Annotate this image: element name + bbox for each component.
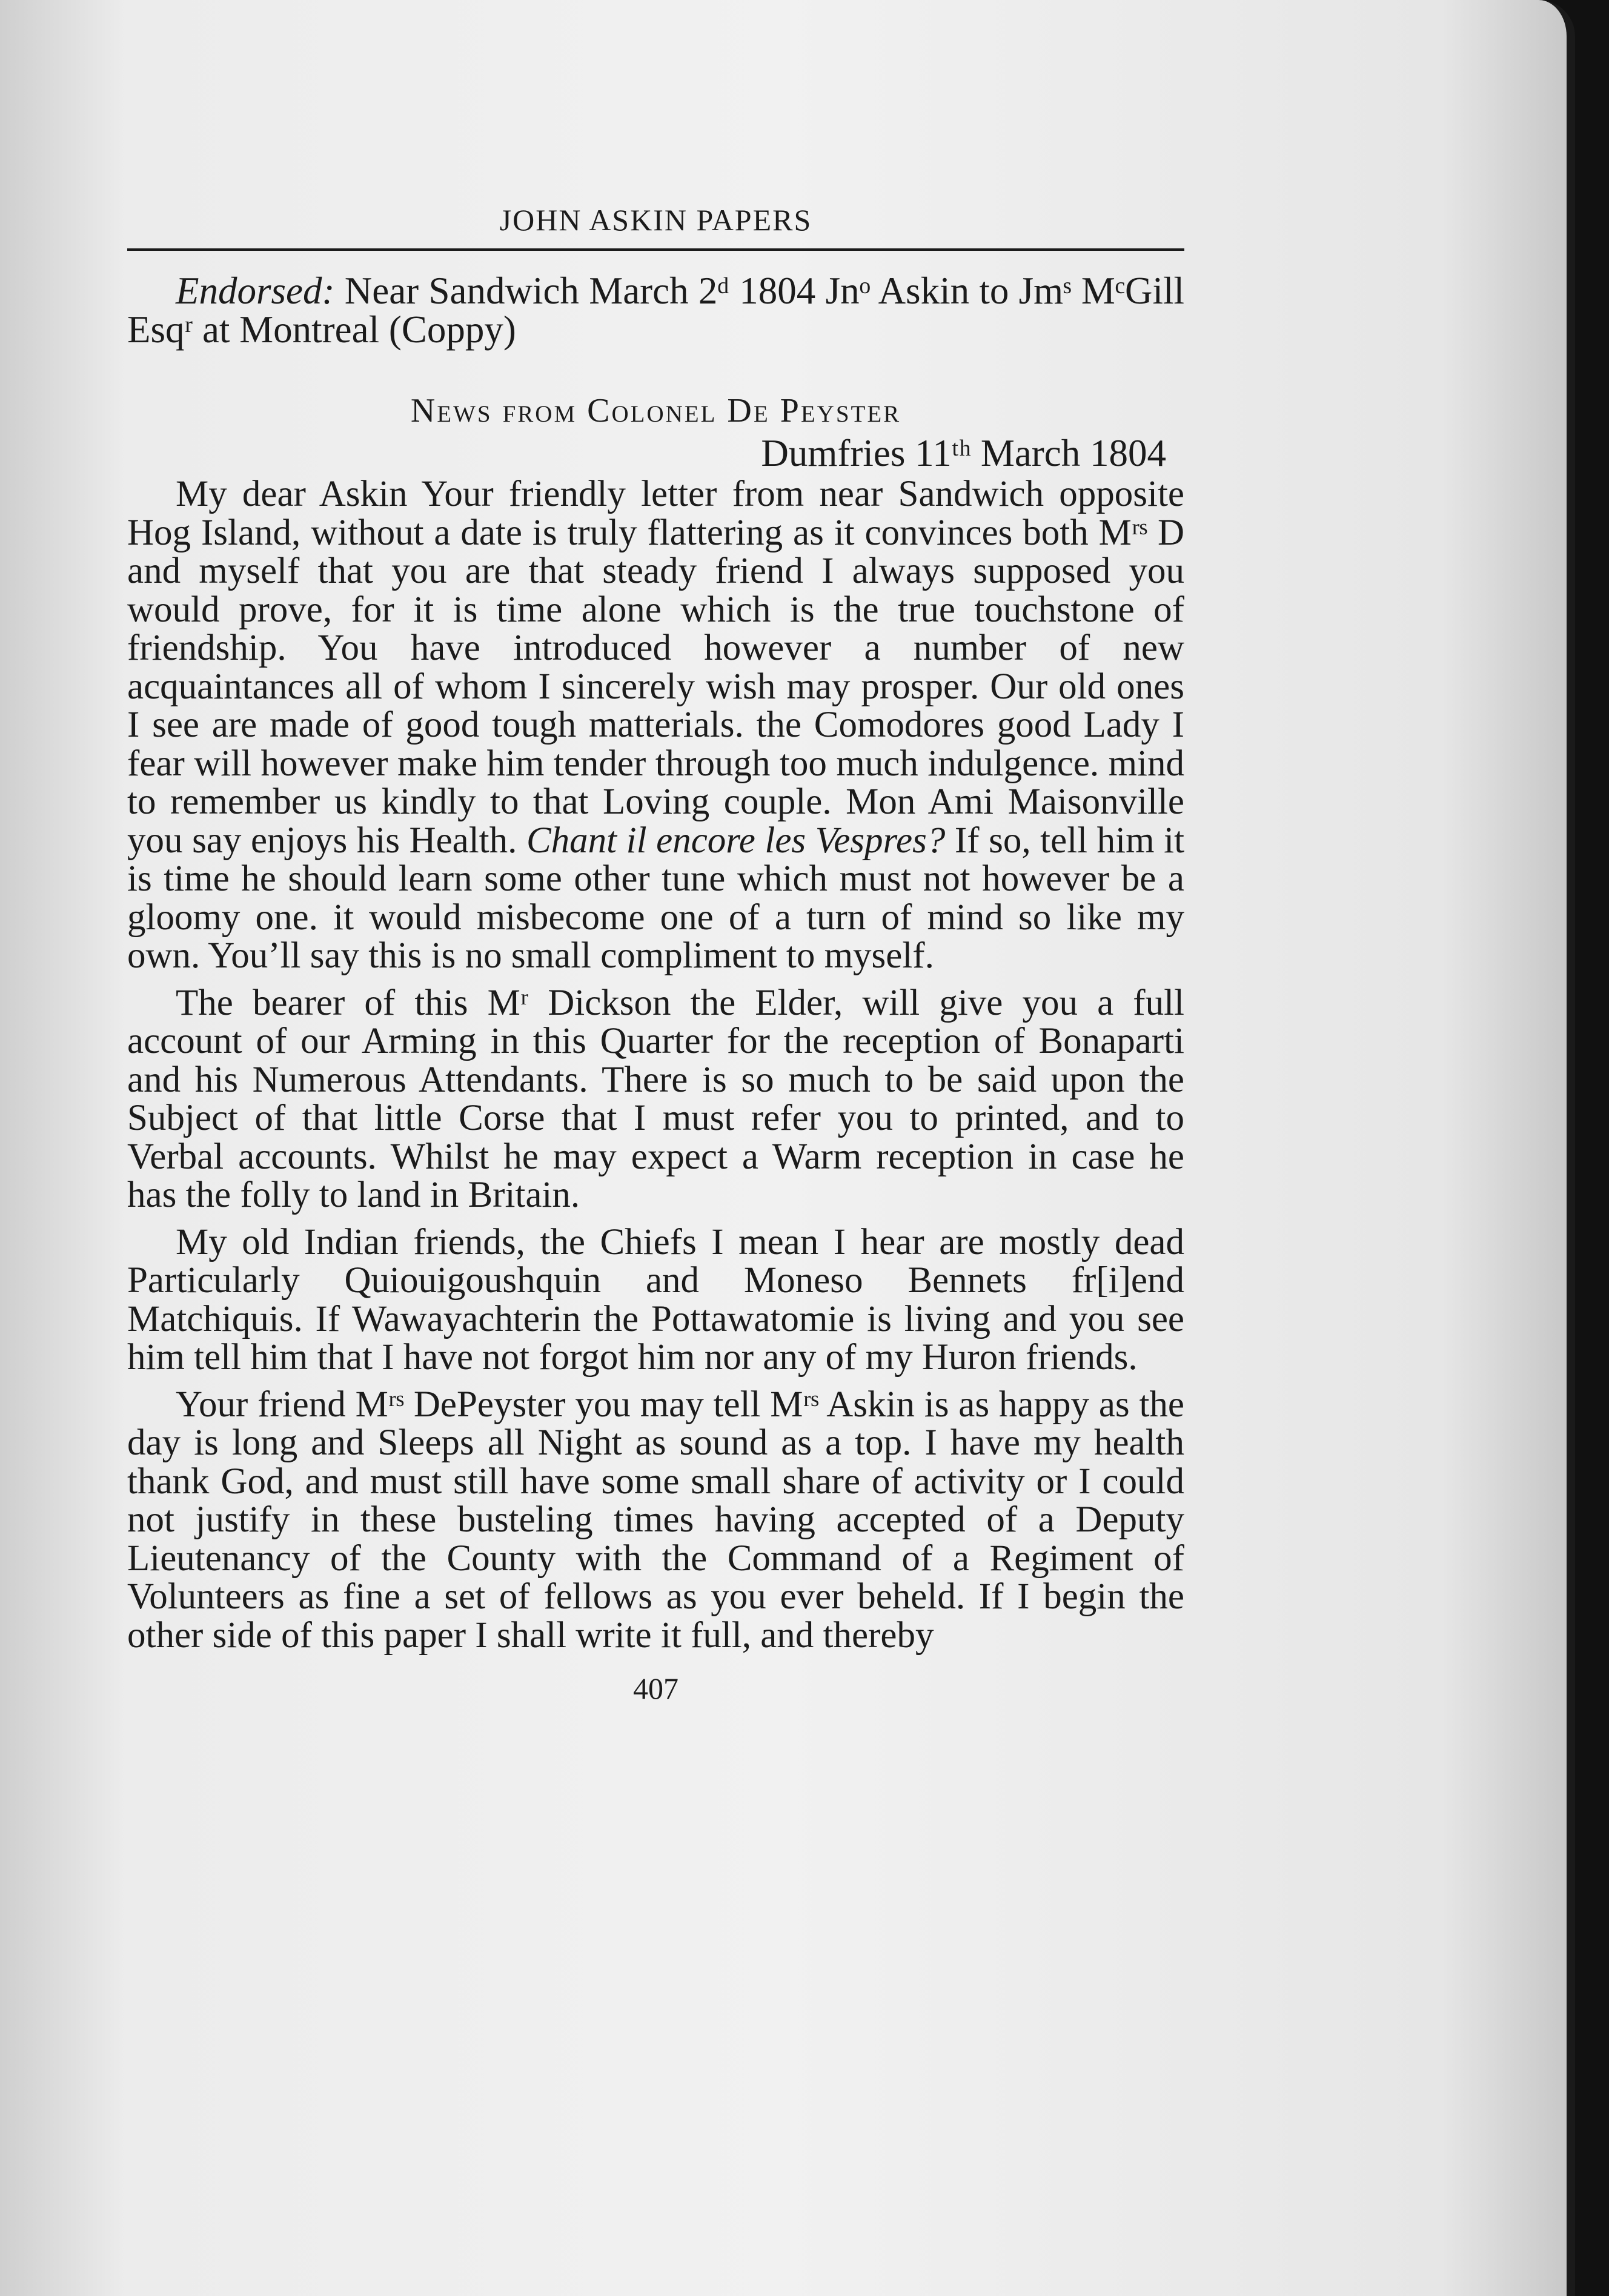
paragraph-1-italic-phrase: Chant il encore les Vespres?	[526, 820, 946, 861]
running-head: JOHN ASKIN PAPERS	[499, 203, 812, 237]
endorsement-text: Near Sandwich March 2ᵈ 1804 Jnᵒ Askin to Jmˢ MᶜGill Esqʳ at Montreal (Coppy)	[127, 270, 1184, 351]
endorsement-label: Endorsed:	[176, 270, 335, 312]
header-rule	[127, 248, 1184, 251]
paragraph-1-tail: If so, tell him it is time he should learn some other tune which must not however be a gloomy one. it would misbecome one of a turn of mind so like my own. You’ll say this is no small compliment to myself.	[127, 820, 1185, 976]
paragraph-4: Your friend Mʳˢ DePeyster you may tell Mʳˢ Askin is as happy as the day is long and Sleeps all Night as sound as a top. I have my health thank God, and must still have some small share of activity or I could not justify in these busteling times having accepted of a Deputy Lieutenancy of the County with the Command of a Regiment of Volunteers as fine a set of fellows as you ever beheld. If I begin the other side of this paper I shall write it full, and thereby	[127, 1384, 1184, 1656]
page-text-block	[127, 200, 1184, 1707]
endorsement-note	[127, 271, 1184, 349]
paragraph-3: My old Indian friends, the Chiefs I mean I hear are mostly dead Particularly Quiouigoushquin and Moneso Bennets fr[i]end Matchiquis. If Wawayachterin the Pottawatomie is living and you see him tell him that I have not forgot him nor any of my Huron friends.	[127, 1221, 1184, 1378]
page-number: 407	[633, 1671, 678, 1705]
paragraph-2: The bearer of this Mʳ Dickson the Elder, will give you a full account of our Arming in this Quarter for the reception of Bonaparti and his Numerous Attendants. There is so much to be said upon the Subject of that little Corse that I must refer you to printed, and to Verbal accounts. Whilst he may expect a Warm reception in case he has the folly to land in Britain.	[127, 982, 1184, 1215]
letter-dateline: Dumfries 11ᵗʰ March 1804	[761, 432, 1166, 474]
letter-heading: News from Colonel De Peyster	[410, 392, 901, 430]
paragraph-1-lead: My dear Askin Your friendly letter from near Sandwich opposite Hog Island, without a date is truly flattering as it convinces both Mʳˢ D and myself that you are that steady friend I always supposed you would prove, for it is time alone which is the true touchstone of friendship. You have introduced however a number of new acquaintances all of whom I sincerely wish may prosper. Our old ones I see are made of good tough matterials. the Comodores good Lady I fear will however make him tender through too much indulgence. mind to remember us kindly to that Loving couple. Mon Ami Maisonville you say enjoys his Health.	[127, 474, 1184, 861]
paragraph-1	[127, 475, 1184, 975]
